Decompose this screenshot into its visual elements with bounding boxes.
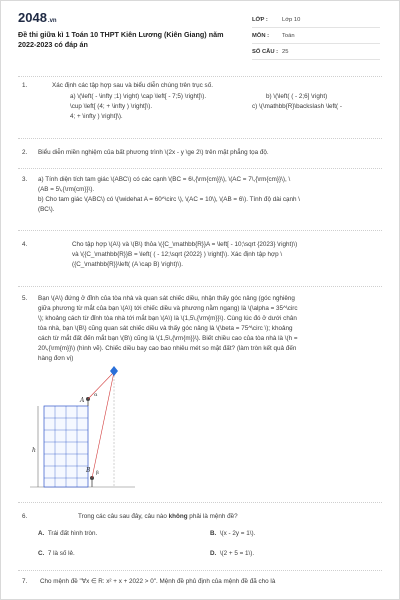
sight-line-a bbox=[88, 372, 114, 399]
question-5-line-2: giữa phương từ mắt của bạn \(A\) tới chiếc diều và phương nằm ngang) là \(\alpha = 35^\circ bbox=[38, 305, 298, 312]
question-7-number: 7. bbox=[22, 578, 28, 585]
label-h: h bbox=[32, 447, 36, 454]
option-b[interactable]: B. \(x - 2y = 1\). bbox=[210, 530, 256, 537]
question-5-line-6: 20\,{\rm{m}}\) (hình vẽ). Chiếc diều bay cao bao nhiêu mét so mặt đất? (làm tròn kết quả đến bbox=[38, 345, 297, 352]
divider bbox=[18, 286, 382, 287]
question-5-line-3: \); khoảng cách từ đỉnh tòa nhà tới mắt bạn \(A\) là \(1,5\,{\rm{m}}\). Cùng lúc đó ở dưới chân bbox=[38, 315, 297, 322]
divider bbox=[18, 230, 382, 231]
question-1-part-c: c) \(\mathbb{R}\backslash \left( - bbox=[252, 103, 342, 110]
question-3-line-2: (AB = 5\,{\rm{cm}}\). bbox=[38, 186, 95, 193]
option-a[interactable]: A. Trái đất hình tròn. bbox=[38, 530, 98, 537]
meta-row-count: SỐ CÂU : 25 bbox=[252, 44, 380, 60]
label-b: B bbox=[86, 467, 91, 474]
brand-logo[interactable]: 2048.vn bbox=[18, 10, 57, 25]
divider bbox=[18, 570, 382, 571]
question-4-line-2: và \({C_\mathbb{R}}B = \left( ( - 12;\sqrt {2022} ) \right]\). Xác định tập hợp \ bbox=[72, 251, 283, 258]
question-1-number: 1. bbox=[22, 82, 28, 89]
question-5-line-4: tòa nhà, bạn \(B\) cũng quan sát chiếc diều và thấy góc nâng là \(\beta = 75^\circ \); khoảng bbox=[38, 325, 293, 332]
question-1-part-c-cont: 4; + \infty ) \right]\). bbox=[70, 113, 123, 120]
question-6-text: Trong các câu sau đây, câu nào không phải là mệnh đề? bbox=[78, 513, 238, 520]
question-4-number: 4. bbox=[22, 241, 28, 248]
question-3-line-1: a) Tính diện tích tam giác \(ABC\) có các cạnh \(BC = 6\,{\rm{cm}}\), \(AC = 7\,{\rm{cm}}\), \ bbox=[38, 176, 291, 183]
label-beta: β bbox=[96, 470, 99, 476]
meta-row-subject: MÔN : Toán bbox=[252, 28, 380, 44]
question-4-line-3: ({C_\mathbb{R}}\left( (A \cap B) \right)\). bbox=[72, 261, 183, 268]
divider bbox=[18, 168, 382, 169]
question-1-part-b: b) \(\left( ( - 2;6] \right) bbox=[266, 93, 328, 100]
question-3-line-3: b) Cho tam giác \(ABC\) có \(\widehat A = 60^\circ \), \(AC = 10\), \(AB = 6\). Tính độ dài cạnh \ bbox=[38, 196, 300, 203]
question-7-text: Cho mệnh đề "∀x ∈ R: x² + x + 2022 > 0". Mệnh đề phủ định của mệnh đề đã cho là bbox=[40, 578, 276, 585]
kite-building-figure bbox=[30, 366, 140, 490]
question-5-number: 5. bbox=[22, 295, 28, 302]
sight-line-b bbox=[92, 372, 114, 478]
question-5-line-7: hàng đơn vị) bbox=[38, 355, 74, 362]
question-5-line-1: Bạn \(A\) đứng ở đỉnh của tòa nhà và quan sát chiếc diều, nhận thấy góc nâng (góc nghiêng bbox=[38, 295, 295, 302]
building bbox=[44, 406, 88, 487]
question-5-line-5: cách từ mắt đất đến mắt bạn \(B\) cũng là \(1,5\,{\rm{m}}\). Biết chiều cao của tòa nhà là \(h = bbox=[38, 335, 298, 342]
question-4-line-1: Cho tập hợp \(A\) và \(B\) thỏa \({C_\mathbb{R}}A = \left[ - 10;\sqrt {2023} \right)\) bbox=[72, 241, 298, 248]
label-a: A bbox=[80, 397, 85, 404]
question-6-number: 6. bbox=[22, 513, 28, 520]
question-2-text: Biểu diễn miền nghiệm của bất phương trình \(2x - y \ge 2\) trên mặt phẳng tọa độ. bbox=[38, 149, 269, 156]
question-3-number: 3. bbox=[22, 176, 28, 183]
divider bbox=[18, 138, 382, 139]
question-1-text: Xác định các tập hợp sau và biểu diễn chúng trên trục số. bbox=[52, 82, 213, 89]
question-1-part-a: a) \(\left( - \infty ;1) \right) \cap \left[ - 7;5) \right]\). bbox=[70, 93, 207, 100]
question-1-part-a-cont: \cup \left[ (4; + \infty ) \right]\). bbox=[70, 103, 153, 110]
option-c[interactable]: C. 7 là số lẻ. bbox=[38, 550, 75, 557]
divider bbox=[18, 76, 382, 77]
document-title: Đề thi giữa kì 1 Toán 10 THPT Kiên Lương (Kiên Giang) năm 2022-2023 có đáp án bbox=[18, 30, 224, 49]
label-alpha: α bbox=[94, 392, 98, 398]
question-2-number: 2. bbox=[22, 149, 28, 156]
meta-row-class: LỚP : Lớp 10 bbox=[252, 12, 380, 28]
option-d[interactable]: D. \(2 + 5 = 1\). bbox=[210, 550, 255, 557]
question-3-line-4: (BC\). bbox=[38, 206, 55, 213]
divider bbox=[18, 502, 382, 503]
